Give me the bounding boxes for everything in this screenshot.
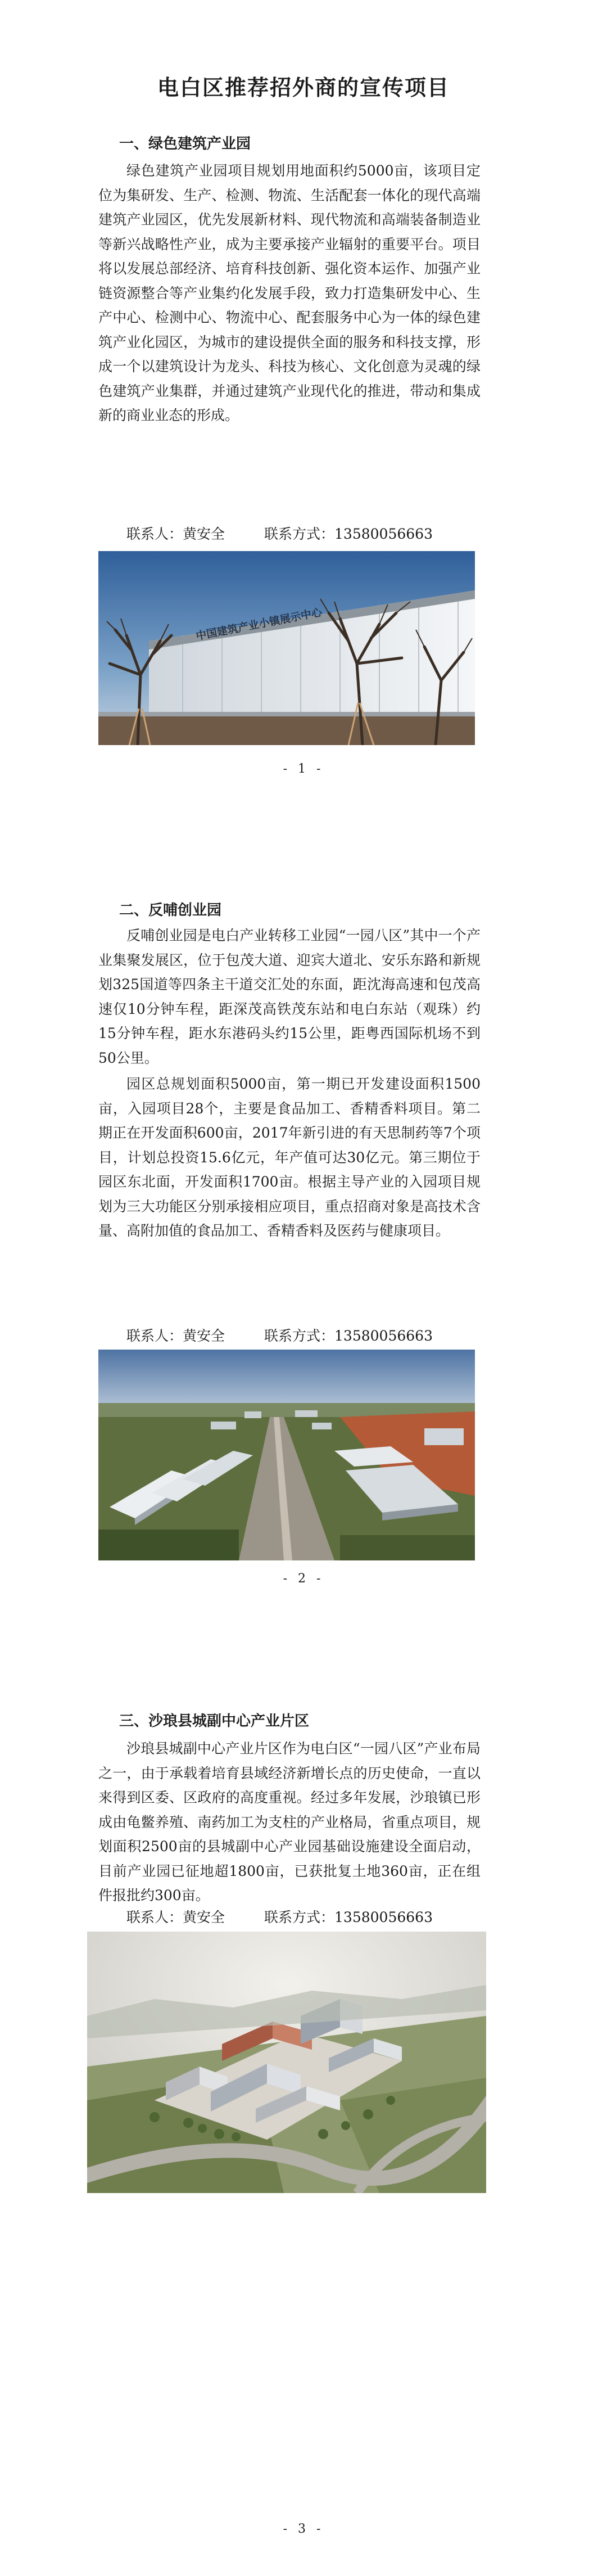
- document-title: 电白区推荐招外商的宣传项目: [157, 75, 450, 100]
- page-number: - 1 -: [283, 762, 324, 776]
- contact-person: 联系人：黄安全: [126, 526, 225, 542]
- page-number: - 2 -: [283, 1572, 324, 1586]
- page-2: [0, 821, 607, 1642]
- contact-person: 联系人：黄安全: [126, 1328, 225, 1344]
- section-2-paragraph-1: 反哺创业园是电白产业转移工业园“一园八区”其中一个产业集聚发展区，位于包茂大道、迎宾大道北、安乐东路和新规划325国道等四条主干道交汇处的东面，距沈海高速和包茂高速仅10分钟车程，距深茂高铁茂东站和电白东站（观珠）约15分钟车程，距水东港码头约15公里，距粤西国际机场不到50公里。: [98, 927, 481, 1066]
- section-1-paragraph: 绿色建筑产业园项目规划用地面积约5000亩，该项目定位为集研发、生产、检测、物流、生活配套一体化的现代高端建筑产业园区，优先发展新材料、现代物流和高端装备制造业等新兴战略性产业，成为主要承接产业辐射的重要平台。项目将以发展总部经济、培育科技创新、强化资本运作、加强产业链资源整合等产业集约化发展手段，致力打造集研发中心、生产中心、检测中心、物流中心、配套服务中心为一体的绿色建筑产业化园区，为城市的建设提供全面的服务和科技支撑，形成一个以建筑设计为龙头、科技为核心、文化创意为灵魂的绿色建筑产业集群，并通过建筑产业现代化的推进，带动和集成新的商业业态的形成。: [98, 163, 481, 423]
- section-2-paragraph-2: 园区总规划面积5000亩，第一期已开发建设面积1500亩，入园项目28个，主要是食品加工、香精香料项目。第二期正在开发面积600亩，2017年新引进的有天思制药等7个项目，计划总投资15.6亿元，年产值可达30亿元。第三期位于园区东北面，开发面积1700亩。根据主导产业的入园项目规划为三大功能区分别承接相应项目，重点招商对象是高技术含量、高附加值的食品加工、香精香料及医药与健康项目。: [98, 1076, 481, 1239]
- contact-phone: 联系方式：13580056663: [264, 1328, 433, 1344]
- section-3-contact: [126, 1906, 472, 1927]
- shalang-industrial-zone-rendering: [87, 1932, 486, 2193]
- section-1-contact: [126, 523, 472, 543]
- section-1-heading: 一、绿色建筑产业园: [119, 136, 251, 152]
- page-number: - 3 -: [283, 2522, 324, 2536]
- contact-phone: 联系方式：13580056663: [264, 526, 433, 542]
- showroom-sign-text: 中国建筑产业小镇展示中心: [194, 606, 323, 643]
- page-3: [0, 1642, 607, 2576]
- section-3-paragraph: 沙琅县城副中心产业片区作为电白区“一园八区”产业布局之一，由于承载着培育县域经济新增长点的历史使命，一直以来得到区委、区政府的高度重视。经过多年发展，沙琅镇已形成由龟鳖养殖、南药加工为支柱的产业格局，省重点项目，规划面积2500亩的县城副中心产业园基础设施建设全面启动，目前产业园已征地超1800亩，已获批复土地360亩，正在组件报批约300亩。: [98, 1740, 481, 1903]
- contact-phone: 联系方式：13580056663: [264, 1909, 433, 1925]
- page-1: [0, 0, 607, 821]
- section-3-heading: 三、沙琅县城副中心产业片区: [119, 1713, 310, 1730]
- section-2-contact: [126, 1325, 472, 1345]
- green-building-park-photo: [98, 551, 475, 745]
- contact-person: 联系人：黄安全: [126, 1909, 225, 1925]
- section-2-heading: 二、反哺创业园: [119, 902, 222, 919]
- feedback-park-aerial-photo: [98, 1350, 475, 1560]
